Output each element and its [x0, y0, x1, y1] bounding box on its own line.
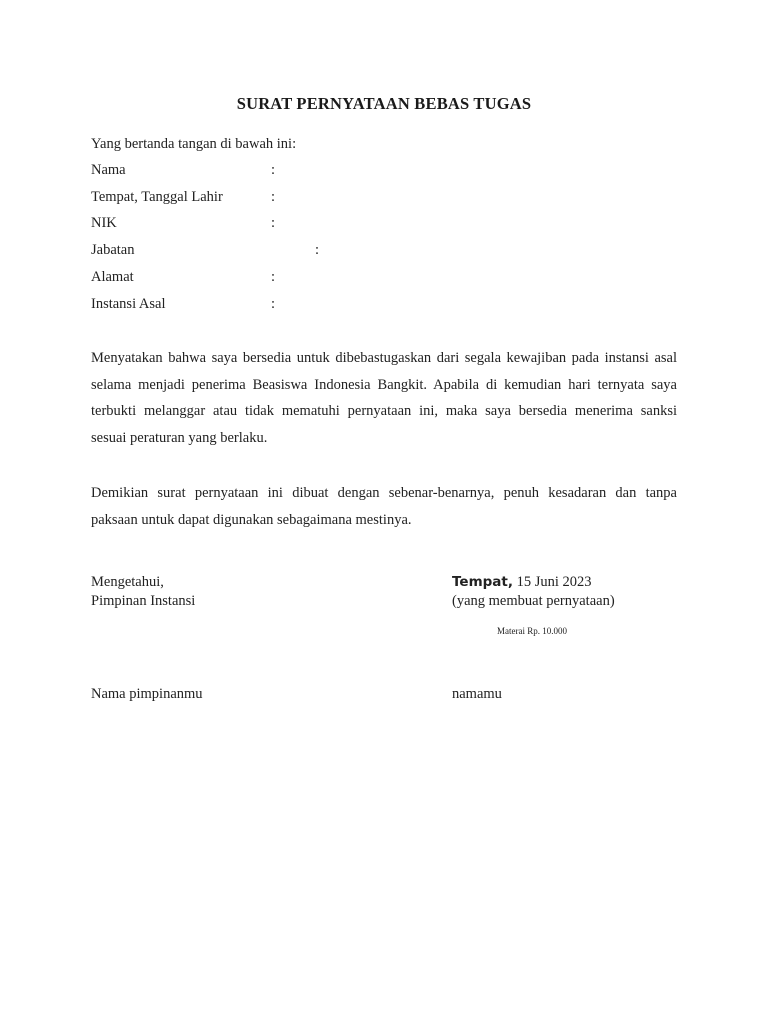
field-instansi-asal [91, 296, 691, 316]
field-alamat [91, 269, 691, 289]
field-label: Nama [91, 162, 126, 178]
place-date [452, 573, 615, 592]
field-colon: : [271, 269, 276, 285]
field-label: Jabatan [91, 242, 135, 258]
field-tempat-tanggal-lahir [91, 189, 691, 209]
signature-right-block [452, 573, 615, 611]
paragraph-line: selama menjadi penerima Beasiswa Indonesia Bangkit. Apabila di kemudian hari ternyata saya [91, 376, 677, 393]
field-colon: : [271, 215, 276, 231]
paragraph-line: sesuai peraturan yang berlaku. [91, 429, 268, 446]
paragraph-line: paksaan untuk dapat digunakan sebagaimana mestinya. [91, 511, 412, 528]
signature-left-block [91, 573, 195, 611]
field-colon: : [271, 296, 276, 312]
field-label: Alamat [91, 269, 134, 285]
statement-paragraph [91, 345, 677, 451]
date-label: 15 Juni 2023 [513, 574, 592, 590]
field-jabatan [91, 242, 691, 262]
field-label: NIK [91, 215, 117, 231]
institution-head-name: Nama pimpinanmu [91, 686, 203, 702]
paragraph-line: terbukti melanggar atau tidak mematuhi pernyataan ini, maka saya bersedia menerima sanksi [91, 403, 677, 419]
institution-head-label: Pimpinan Instansi [91, 593, 196, 609]
field-colon: : [271, 189, 276, 205]
field-nik [91, 215, 691, 235]
declarant-name: namamu [452, 686, 502, 702]
declarant-label: (yang membuat pernyataan) [452, 593, 615, 609]
field-nama [91, 162, 691, 182]
closing-paragraph [91, 480, 677, 533]
place-label: Tempat, [452, 574, 513, 590]
paragraph-line: Menyatakan bahwa saya bersedia untuk dibebastugaskan dari segala kewajiban pada instansi asal [91, 350, 677, 366]
field-colon: : [315, 242, 320, 258]
paragraph-line: Demikian surat pernyataan ini dibuat dengan sebenar-benarnya, penuh kesadaran dan tanpa [91, 485, 677, 501]
intro-text: Yang bertanda tangan di bawah ini: [91, 136, 297, 152]
acknowledged-label: Mengetahui, [91, 574, 164, 590]
field-label: Tempat, Tanggal Lahir [91, 189, 223, 205]
field-colon: : [271, 162, 276, 178]
stamp-duty-label: Materai Rp. 10.000 [497, 626, 567, 636]
field-label: Instansi Asal [91, 296, 166, 312]
document-title: SURAT PERNYATAAN BEBAS TUGAS [236, 94, 532, 113]
